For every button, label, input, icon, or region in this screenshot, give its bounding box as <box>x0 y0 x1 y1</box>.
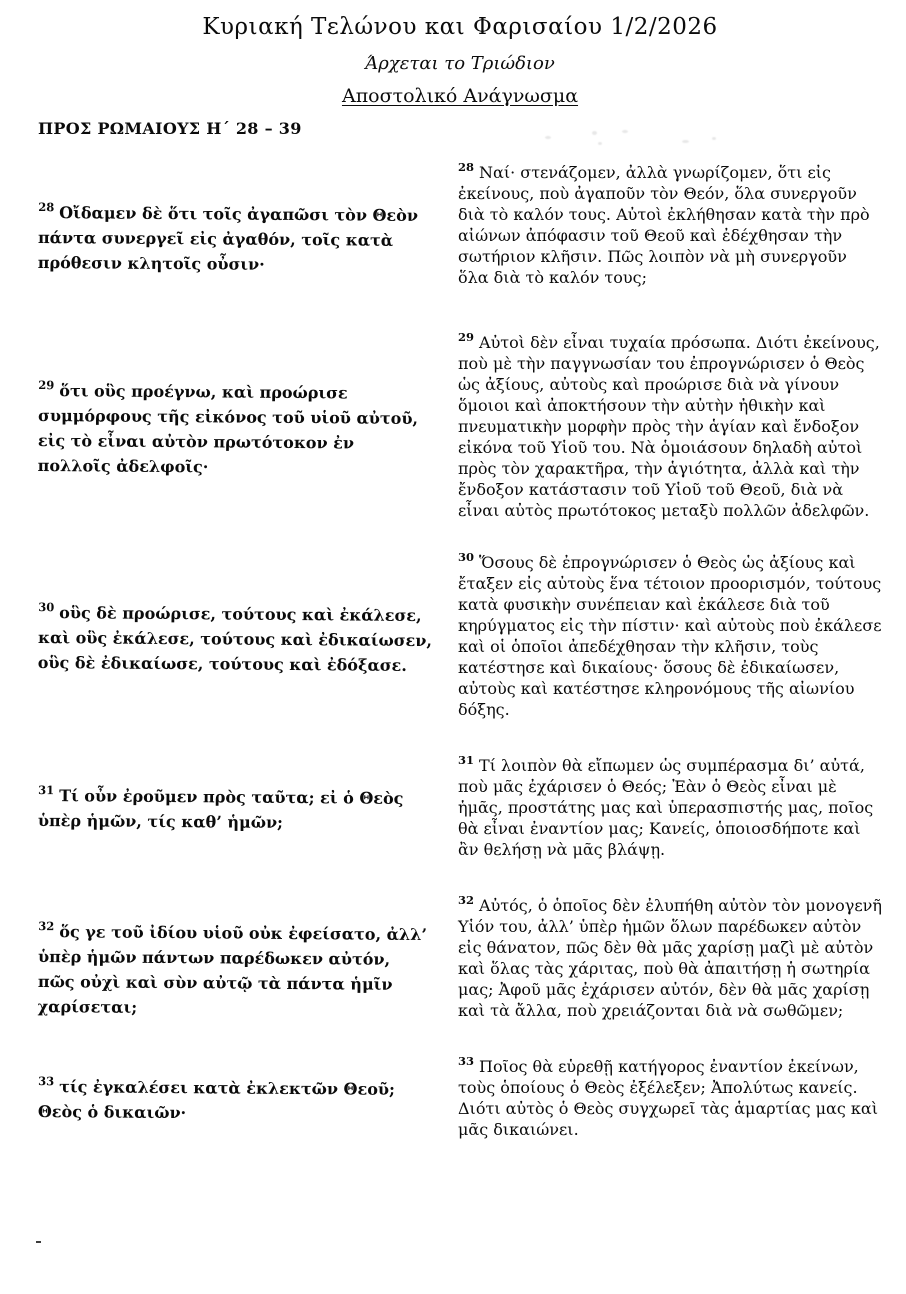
translation-text: Ναί· στενάζομεν, ἀλλὰ γνωρίζομεν, ὅτι εἰς ἐκείνους, ποὺ ἀγαποῦν τὸν Θεόν, ὅλα συνεργοῦν διὰ τὸ καλόν τους. Αὐτοὶ ἐκλήθησαν κατὰ τὴν πρὸ αἰώνων ἀπόφασιν τοῦ Θεοῦ καὶ ἐδέχθησαν τὴν σωτήριον κλῆσιν. Πῶς λοιπὸν νὰ μὴ συνεργοῦν ὅλα διὰ τὸ καλόν τους; <box>458 163 870 287</box>
scan-artifact <box>598 142 602 145</box>
scan-artifact <box>36 1241 41 1243</box>
original-text: οὓς δὲ προώρισε, τούτους καὶ ἐκάλεσε, καὶ οὓς ἐκάλεσε, τούτους καὶ ἐδικαίωσεν, οὓς δὲ ἐδικαίωσε, τούτους καὶ ἐδόξασε. <box>38 603 432 675</box>
original-text-cell <box>38 895 458 1043</box>
scan-artifact <box>545 136 551 139</box>
verse-row-29 <box>38 332 882 524</box>
verse-row-28 <box>38 162 882 312</box>
original-text-cell <box>38 755 458 861</box>
verse-translation-text: $^{28}$ Ναί· στενάζομεν, ἀλλὰ γνωρίζομεν, ὅτι εἰς ἐκείνους, ποὺ ἀγαποῦν τὸν Θεόν, ὅλα συνεργοῦν διὰ τὸ καλόν τους. Αὐτοὶ ἐκλήθησαν κατὰ τὴν πρὸ αἰώνων ἀπόφασιν τοῦ Θεοῦ καὶ ἐδέχθησαν τὴν σωτήριον κλῆσιν. Πῶς λοιπὸν νὰ μὴ συνεργοῦν ὅλα διὰ τὸ καλόν τους; <box>458 162 882 288</box>
translation-text-cell <box>458 162 882 312</box>
verse-translation-text: $^{33}$ Ποῖος θὰ εὑρεθῇ κατήγορος ἐναντίον ἐκείνων, τοὺς ὁποίους ὁ Θεὸς ἐξέλεξεν; Ἀπολύτως κανείς. Διότι αὐτὸς ὁ Θεὸς συγχωρεῖ τὰς ἁμαρτίας μας καὶ μᾶς δικαιώνει. <box>458 1056 882 1140</box>
translation-text: Τί λοιπὸν θὰ εἴπωμεν ὡς συμπέρασμα δι’ αὐτά, ποὺ μᾶς ἐχάρισεν ὁ Θεός; Ἐὰν ὁ Θεὸς εἶναι μὲ ἡμᾶς, προστάτης μας καὶ ὑπερασπιστής μας, ποῖος θὰ εἶναι ἐναντίον μας; Κανείς, ὁποιοσδήποτε καὶ ἂν θελήσῃ νὰ μᾶς βλάψῃ. <box>458 756 873 859</box>
translation-text: Αὐτοὶ δὲν εἶναι τυχαία πρόσωπα. Διότι ἐκείνους, ποὺ μὲ τὴν παγγνωσίαν του ἐπρογνώρισεν ὁ Θεὸς ὡς ἀξίους, αὐτοὺς καὶ προώρισε διὰ νὰ γίνουν ὅμοιοι καὶ ἀποκτήσουν τὴν αὐτὴν ἠθικὴν καὶ πνευματικὴν μορφὴν πρὸς τὴν ἁγίαν καὶ ἔνδοξον εἰκόνα τοῦ Υἱοῦ του. Νὰ ὁμοιάσουν δηλαδὴ αὐτοὶ πρὸς τὸν χαρακτῆρα, τὴν ἁγιότητα, ἀλλὰ καὶ τὴν ἔνδοξον κατάστασιν τοῦ Υἱοῦ τοῦ Θεοῦ, διὰ νὰ εἶναι αὐτὸς πρωτότοκος μεταξὺ πολλῶν ἀδελφῶν. <box>458 333 880 520</box>
translation-text: Ὅσους δὲ ἐπρογνώρισεν ὁ Θεὸς ὡς ἀξίους καὶ ἔταξεν εἰς αὐτοὺς ἕνα τέτοιον προορισμόν, τούτους κατὰ φυσικὴν συνέπειαν καὶ ἐκάλεσε διὰ τοῦ κηρύγματος εἰς τὴν πίστιν· καὶ αὐτοὺς ποὺ ἐκάλεσε καὶ οἱ ὁποῖοι ἀπεδέχθησαν τὴν κλῆσιν, τοὺς κατέστησε καὶ δικαίους· ὅσους δὲ ἐδικαίωσεν, αὐτοὺς καὶ κατέστησε κληρονόμους τῆς αἰωνίου δόξης. <box>458 553 882 719</box>
translation-text: Ποῖος θὰ εὑρεθῇ κατήγορος ἐναντίον ἐκείνων, τοὺς ὁποίους ὁ Θεὸς ἐξέλεξεν; Ἀπολύτως κανείς. Διότι αὐτὸς ὁ Θεὸς συγχωρεῖ τὰς ἁμαρτίας μας καὶ μᾶς δικαιώνει. <box>458 1057 878 1139</box>
reading-reference: ΠΡΟΣ ΡΩΜΑΙΟΥΣ Η´ 28 – 39 <box>38 119 882 138</box>
subtitle-apostolic-reading: Αποστολικό Ανάγνωσμα <box>38 85 882 107</box>
original-text-cell <box>38 1056 458 1142</box>
document-header <box>38 14 882 138</box>
original-text: ὅς γε τοῦ ἰδίου υἱοῦ οὐκ ἐφείσατο, ἀλλ’ ὑπὲρ ἡμῶν πάντων παρέδωκεν αὐτόν, πῶς οὐχὶ καὶ σὺν αὐτῷ τὰ πάντα ἡμῖν χαρίσεται; <box>38 922 427 1017</box>
original-text-cell <box>38 552 458 722</box>
translation-text-cell <box>458 1056 882 1142</box>
document-page <box>0 14 906 1294</box>
page-title: Κυριακή Τελώνου και Φαρισαίου 1/2/2026 <box>38 14 882 40</box>
subtitle-triodion: Άρχεται το Τριώδιον <box>38 53 882 74</box>
original-text: τίς ἐγκαλέσει κατὰ ἐκλεκτῶν Θεοῦ; Θεὸς ὁ δικαιῶν· <box>38 1077 395 1122</box>
verse-translation-text: $^{29}$ Αὐτοὶ δὲν εἶναι τυχαία πρόσωπα. Διότι ἐκείνους, ποὺ μὲ τὴν παγγνωσίαν του ἐπρογνώρισεν ὁ Θεὸς ὡς ἀξίους, αὐτοὺς καὶ προώρισε διὰ νὰ γίνουν ὅμοιοι καὶ ἀποκτήσουν τὴν αὐτὴν ἠθικὴν καὶ πνευματικὴν μορφὴν πρὸς τὴν ἁγίαν καὶ ἔνδοξον εἰκόνα τοῦ Υἱοῦ του. Νὰ ὁμοιάσουν δηλαδὴ αὐτοὶ πρὸς τὸν χαρακτῆρα, τὴν ἁγιότητα, ἀλλὰ καὶ τὴν ἔνδοξον κατάστασιν τοῦ Υἱοῦ τοῦ Θεοῦ, διὰ νὰ εἶναι αὐτὸς πρωτότοκος μεταξὺ πολλῶν ἀδελφῶν. <box>458 332 882 521</box>
verse-original-text <box>38 378 433 481</box>
original-text: Οἴδαμεν δὲ ὅτι τοῖς ἀγαπῶσι τὸν Θεὸν πάντα συνεργεῖ εἰς ἀγαθόν, τοῖς κατὰ πρόθεσιν κλητοῖς οὖσιν· <box>38 203 418 274</box>
verse-row-30 <box>38 552 882 722</box>
original-text-cell <box>38 162 458 312</box>
verse-table <box>38 162 882 1142</box>
verse-row-32 <box>38 895 882 1043</box>
verse-translation-text: $^{32}$ Αὐτός, ὁ ὁποῖος δὲν ἐλυπήθη αὐτὸν τὸν μονογενῆ Υἱόν του, ἀλλ’ ὑπὲρ ἡμῶν ὅλων παρέδωκεν αὐτὸν εἰς θάνατον, πῶς δὲν θὰ μᾶς χαρίσῃ μαζὶ μὲ αὐτὸν καὶ ὅλας τὰς χάριτας, ποὺ θὰ ἀπαιτήσῃ ἡ σωτηρία μας; Ἀφοῦ μᾶς ἐχάρισεν αὐτόν, δὲν θὰ μᾶς χαρίσῃ καὶ τὰ ἄλλα, ποὺ χρειάζονται διὰ νὰ σωθῶμεν; <box>458 895 882 1021</box>
original-text-cell <box>38 332 458 524</box>
verse-row-31 <box>38 755 882 861</box>
verse-original-text <box>38 919 433 1022</box>
scan-artifact <box>592 131 597 135</box>
translation-text-cell <box>458 895 882 1043</box>
verse-original-text <box>38 1074 432 1127</box>
scan-artifact <box>712 137 716 140</box>
scan-artifact <box>682 140 689 143</box>
translation-text: Αὐτός, ὁ ὁποῖος δὲν ἐλυπήθη αὐτὸν τὸν μονογενῆ Υἱόν του, ἀλλ’ ὑπὲρ ἡμῶν ὅλων παρέδωκεν αὐτὸν εἰς θάνατον, πῶς δὲν θὰ μᾶς χαρίσῃ μαζὶ μὲ αὐτὸν καὶ ὅλας τὰς χάριτας, ποὺ θὰ ἀπαιτήσῃ ἡ σωτηρία μας; Ἀφοῦ μᾶς ἐχάρισεν αὐτόν, δὲν θὰ μᾶς χαρίσῃ καὶ τὰ ἄλλα, ποὺ χρειάζονται διὰ νὰ σωθῶμεν; <box>458 896 882 1020</box>
scan-artifact <box>622 130 628 133</box>
translation-text-cell <box>458 552 882 722</box>
translation-text-cell <box>458 332 882 524</box>
original-text: Τί οὖν ἐροῦμεν πρὸς ταῦτα; εἰ ὁ Θεὸς ὑπὲρ ἡμῶν, τίς καθ’ ἡμῶν; <box>38 786 404 832</box>
verse-row-33 <box>38 1056 882 1142</box>
verse-original-text <box>38 783 432 836</box>
original-text: ὅτι οὓς προέγνω, καὶ προώρισε συμμόρφους τῆς εἰκόνος τοῦ υἱοῦ αὐτοῦ, εἰς τὸ εἶναι αὐτὸν πρωτότοκον ἐν πολλοῖς ἀδελφοῖς· <box>38 381 418 476</box>
verse-original-text <box>38 600 433 678</box>
verse-original-text <box>38 200 433 278</box>
translation-text-cell <box>458 755 882 861</box>
verse-translation-text: $^{31}$ Τί λοιπὸν θὰ εἴπωμεν ὡς συμπέρασμα δι’ αὐτά, ποὺ μᾶς ἐχάρισεν ὁ Θεός; Ἐὰν ὁ Θεὸς εἶναι μὲ ἡμᾶς, προστάτης μας καὶ ὑπερασπιστής μας, ποῖος θὰ εἶναι ἐναντίον μας; Κανείς, ὁποιοσδήποτε καὶ ἂν θελήσῃ νὰ μᾶς βλάψῃ. <box>458 755 882 860</box>
verse-translation-text: $^{30}$ Ὅσους δὲ ἐπρογνώρισεν ὁ Θεὸς ὡς ἀξίους καὶ ἔταξεν εἰς αὐτοὺς ἕνα τέτοιον προορισμόν, τούτους κατὰ φυσικὴν συνέπειαν καὶ ἐκάλεσε διὰ τοῦ κηρύγματος εἰς τὴν πίστιν· καὶ αὐτοὺς ποὺ ἐκάλεσε καὶ οἱ ὁποῖοι ἀπεδέχθησαν τὴν κλῆσιν, τοὺς κατέστησε καὶ δικαίους· ὅσους δὲ ἐδικαίωσεν, αὐτοὺς καὶ κατέστησε κληρονόμους τῆς αἰωνίου δόξης. <box>458 552 882 720</box>
